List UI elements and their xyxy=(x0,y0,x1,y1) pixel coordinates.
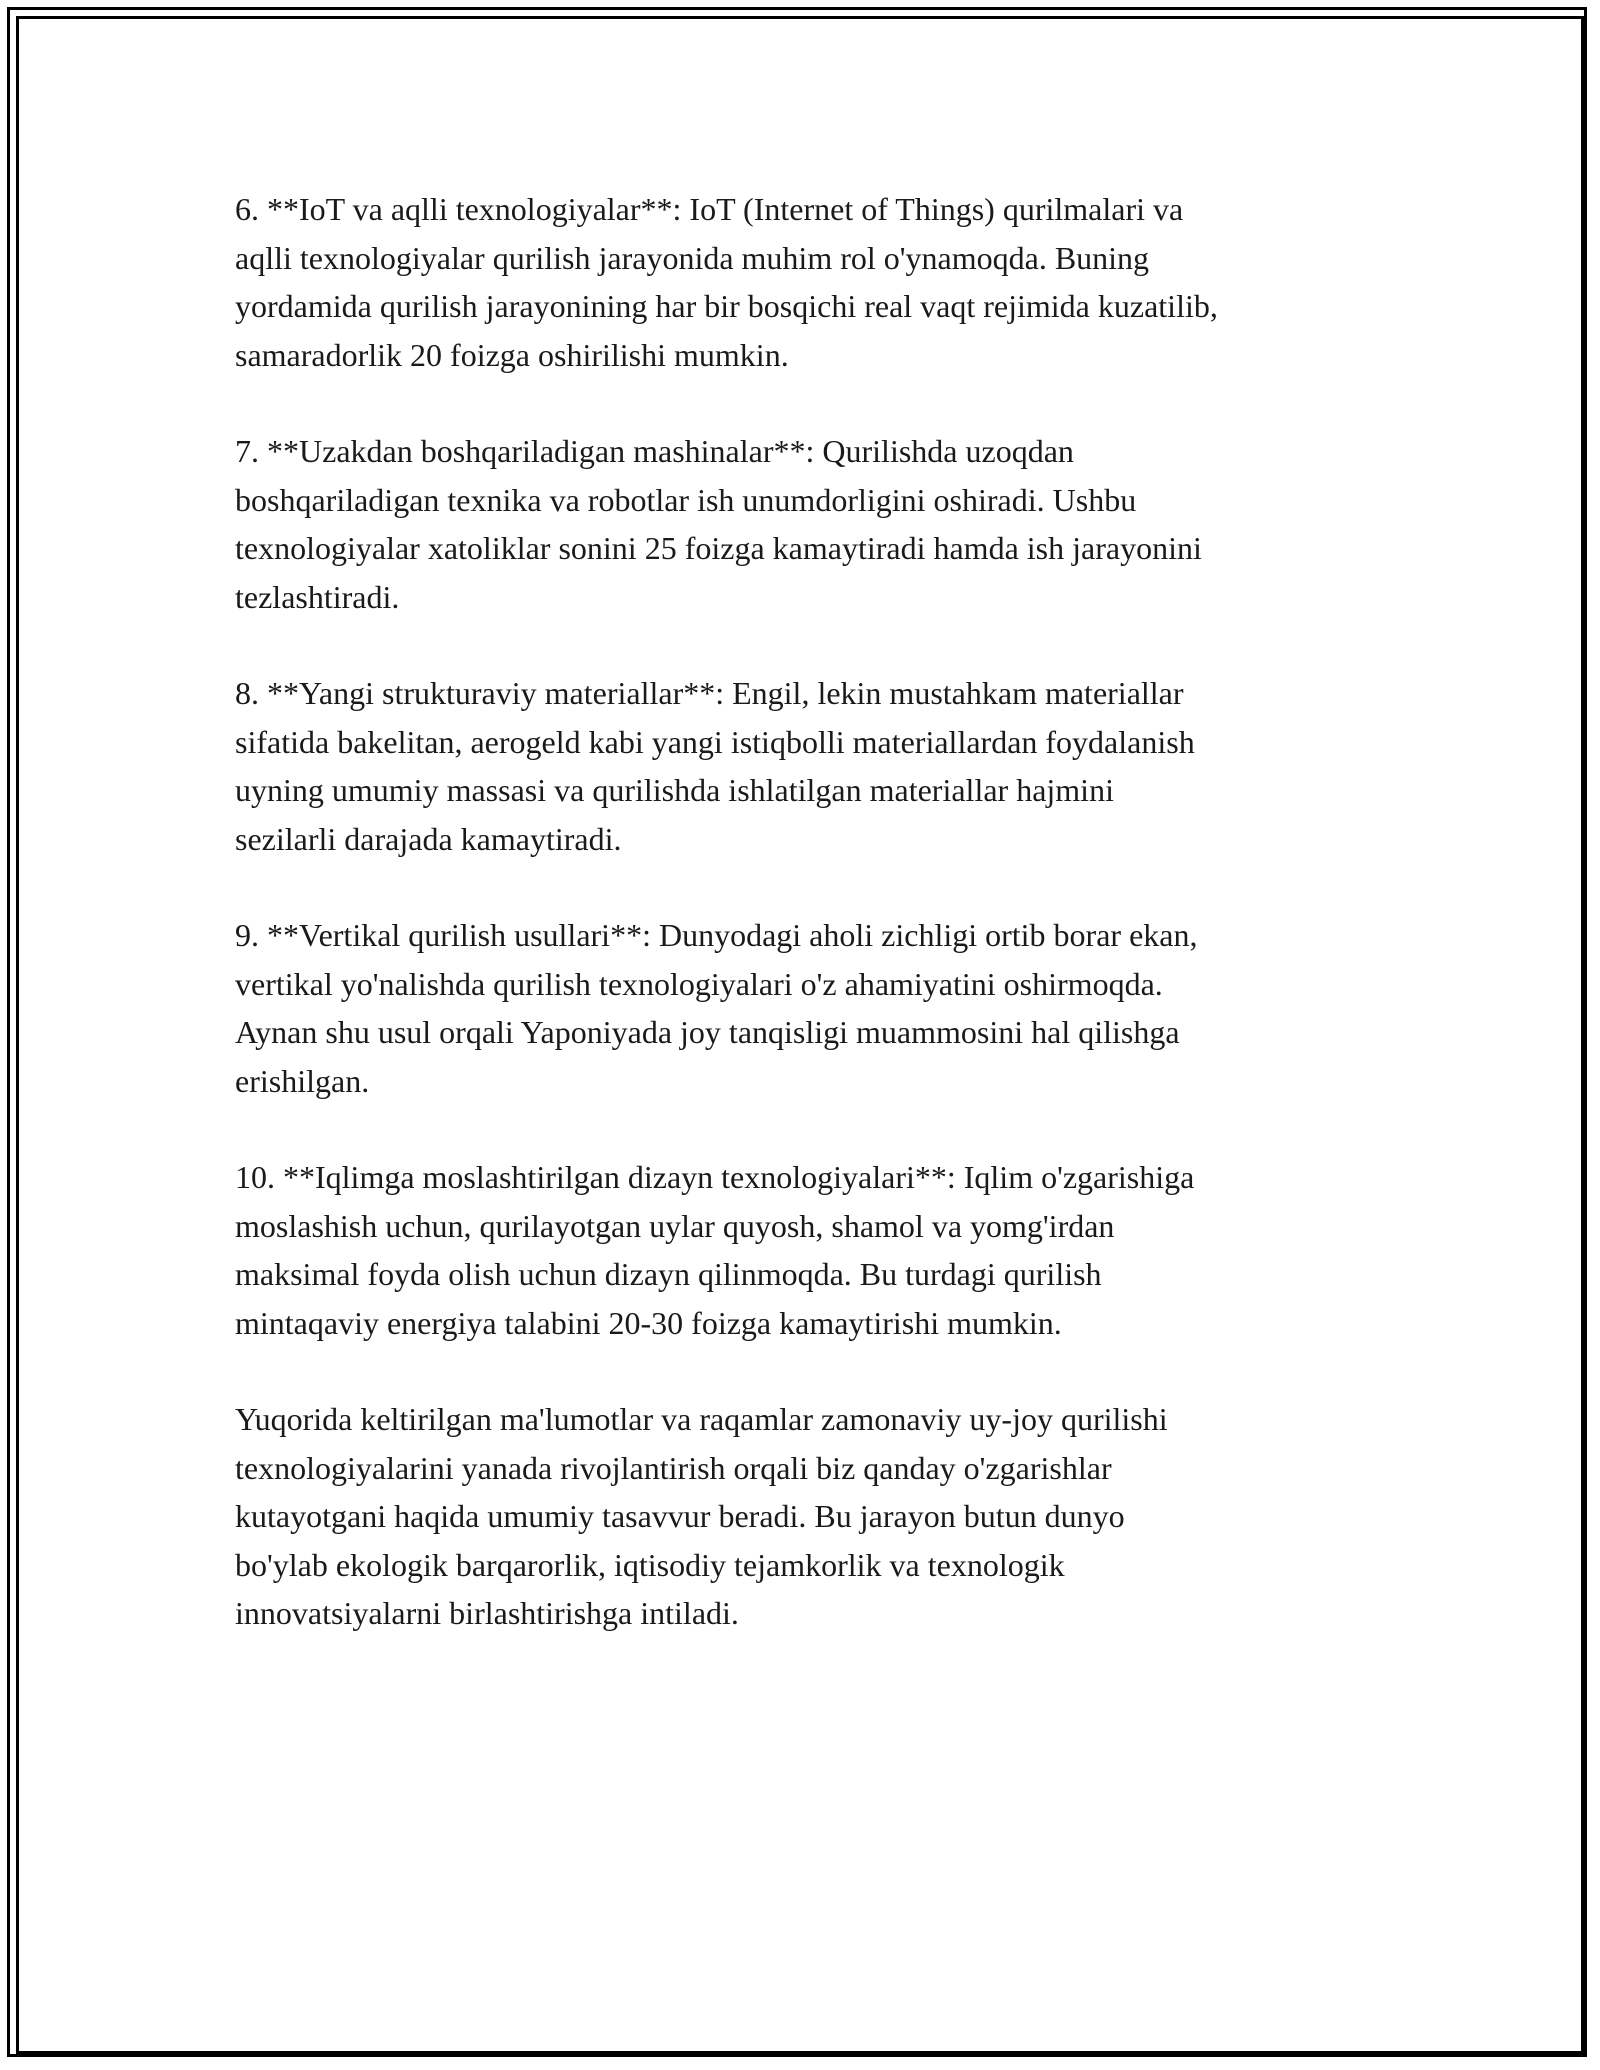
text-line: yordamida qurilish jarayonining har bir bosqichi real vaqt rejimida kuzatilib, xyxy=(235,288,1218,324)
text-line: 7. **Uzakdan boshqariladigan mashinalar**: Qurilishda uzoqdan xyxy=(235,433,1074,469)
paragraph-iot xyxy=(235,185,1395,379)
paragraph-conclusion xyxy=(235,1395,1395,1638)
paragraph-structural-materials xyxy=(235,669,1395,863)
document-body xyxy=(235,185,1395,1686)
text-line: uyning umumiy massasi va qurilishda ishlatilgan materiallar hajmini xyxy=(235,772,1114,808)
text-line: sifatida bakelitan, aerogeld kabi yangi istiqbolli materiallardan foydalanish xyxy=(235,723,1195,760)
text-line: 10. **Iqlimga moslashtirilgan dizayn texnologiyalari**: Iqlim o'zgarishiga xyxy=(235,1159,1195,1195)
text-line: 9. **Vertikal qurilish usullari**: Dunyodagi aholi zichligi ortib borar ekan, xyxy=(235,917,1198,953)
text-line: 6. **IoT va aqlli texnologiyalar**: IoT (Internet of Things) qurilmalari va xyxy=(235,191,1184,227)
text-line: bo'ylab ekologik barqarorlik, iqtisodiy tejamkorlik va texnologik xyxy=(235,1546,1065,1583)
text-line: Yuqorida keltirilgan ma'lumotlar va raqamlar zamonaviy uy-joy qurilishi xyxy=(235,1401,1168,1437)
text-line: texnologiyalar xatoliklar sonini 25 foizga kamaytiradi hamda ish jarayonini xyxy=(235,530,1202,566)
text-line: Aynan shu usul orqali Yaponiyada joy tanqisligi muammosini hal qilishga xyxy=(235,1014,1180,1050)
text-line: tezlashtiradi. xyxy=(235,578,400,615)
text-line: 8. **Yangi strukturaviy materiallar**: Engil, lekin mustahkam materiallar xyxy=(235,675,1184,711)
text-line: samaradorlik 20 foizga oshirilishi mumkin. xyxy=(235,336,789,373)
text-line: moslashish uchun, qurilayotgan uylar quyosh, shamol va yomg'irdan xyxy=(235,1207,1115,1244)
text-line: aqlli texnologiyalar qurilish jarayonida muhim rol o'ynamoqda. Buning xyxy=(235,239,1150,276)
text-line: mintaqaviy energiya talabini 20-30 foizga kamaytirishi mumkin. xyxy=(235,1304,1062,1341)
paragraph-vertical-construction xyxy=(235,911,1395,1105)
text-line: erishilgan. xyxy=(235,1062,370,1099)
paragraph-climate-design xyxy=(235,1153,1395,1347)
paragraph-remote-machines xyxy=(235,427,1395,621)
text-line: sezilarli darajada kamaytiradi. xyxy=(235,820,622,857)
text-line: boshqariladigan texnika va robotlar ish unumdorligini oshiradi. Ushbu xyxy=(235,481,1137,518)
text-line: kutayotgani haqida umumiy tasavvur beradi. Bu jarayon butun dunyo xyxy=(235,1498,1125,1534)
text-line: texnologiyalarini yanada rivojlantirish orqali biz qanday o'zgarishlar xyxy=(235,1449,1112,1486)
text-line: maksimal foyda olish uchun dizayn qilinmoqda. Bu turdagi qurilish xyxy=(235,1256,1102,1292)
text-line: innovatsiyalarni birlashtirishga intiladi. xyxy=(235,1595,739,1631)
text-line: vertikal yo'nalishda qurilish texnologiyalari o'z ahamiyatini oshirmoqda. xyxy=(235,965,1163,1002)
